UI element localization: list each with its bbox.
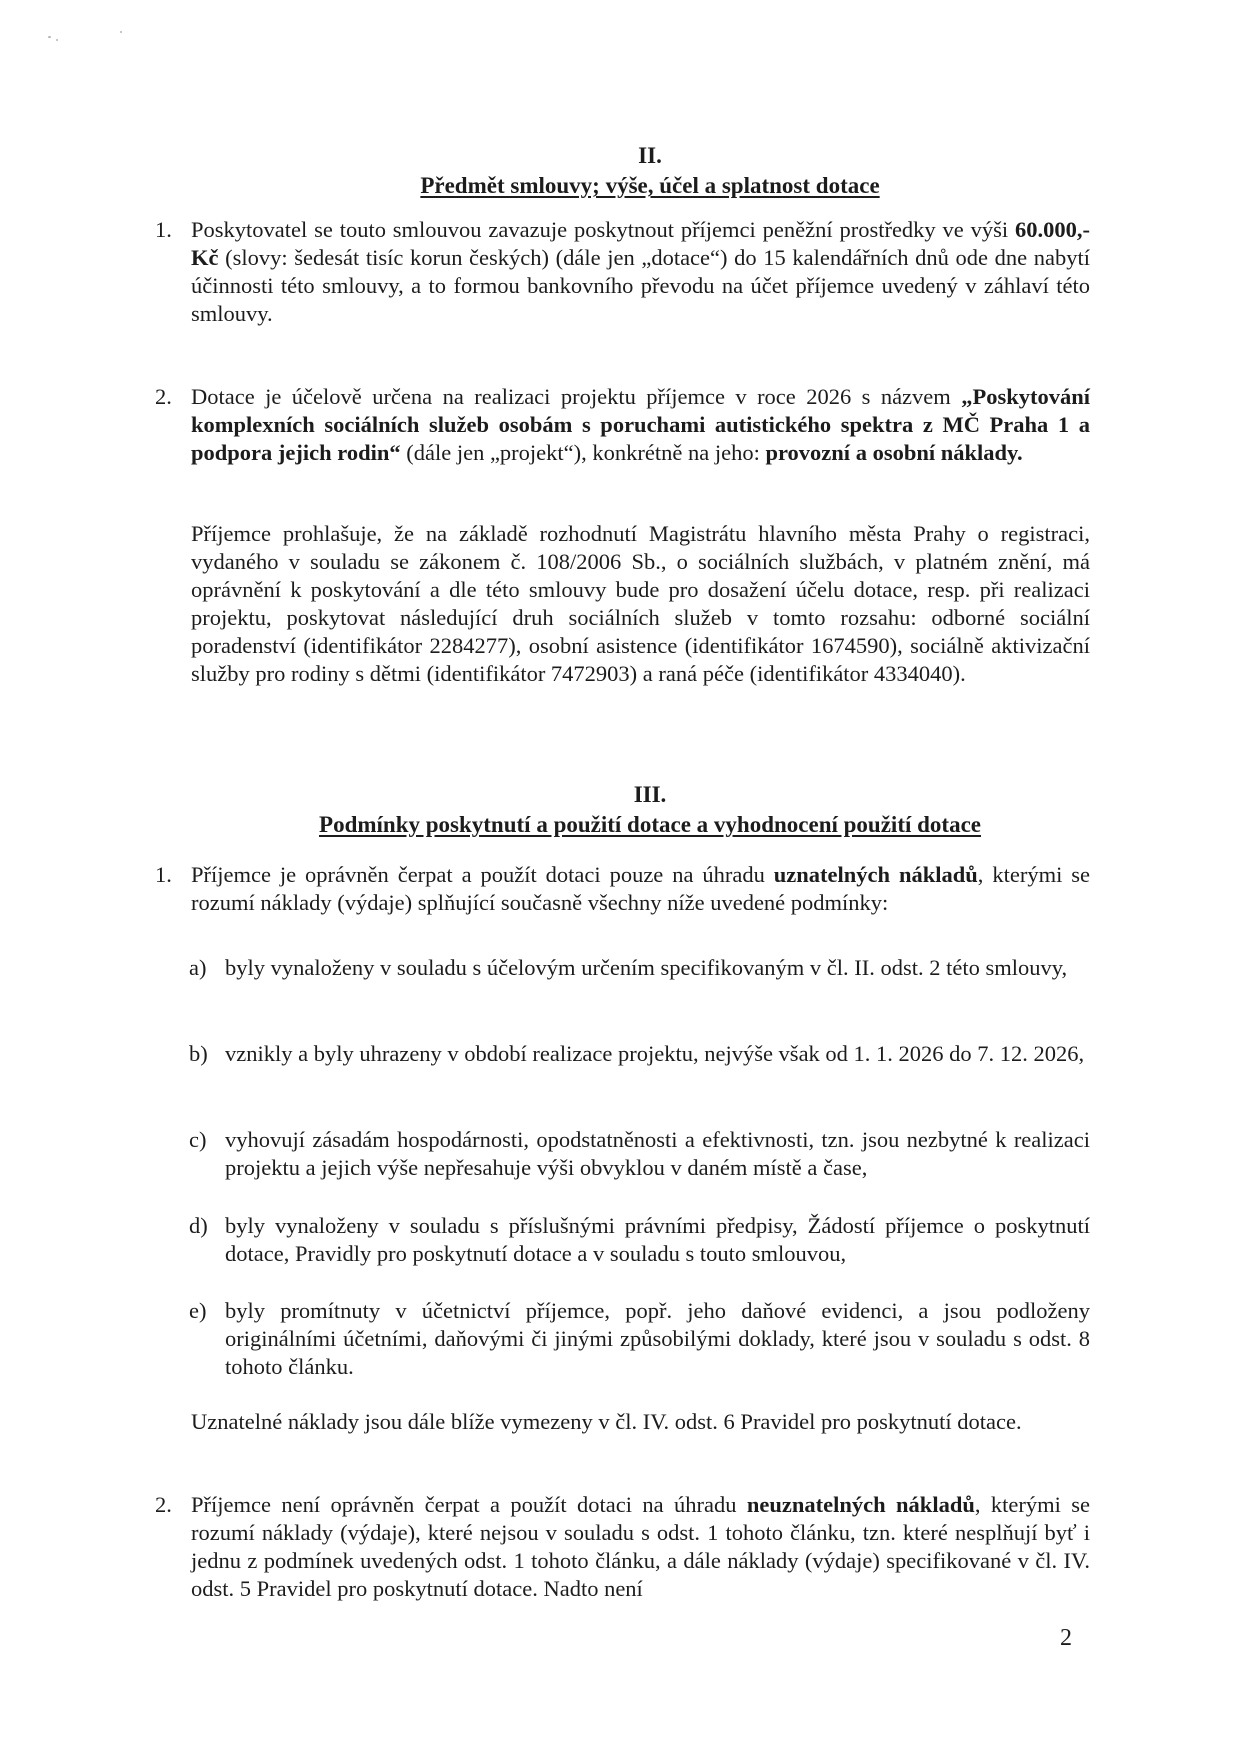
condition-text: vyhovují zásadám hospodárnosti, opodstatněnosti a efektivnosti, tzn. jsou nezbytné k realizaci projektu a jejich výše nepřesahuje výši obvyklou v daném místě a čase, xyxy=(225,1127,1090,1180)
condition-marker: c) xyxy=(189,1127,207,1152)
condition-c xyxy=(189,1126,1090,1186)
registration-declaration: Příjemce prohlašuje, že na základě rozhodnutí Magistrátu hlavního města Prahy o registraci, vydaného v souladu se zákonem č. 108/2006 Sb., o sociálních službách, v platném znění, má oprávnění k poskytování a dle této smlouvy bude pro dosažení účelu dotace, resp. při realizaci projektu, poskytovat následující druh sociálních služeb v tomto rozsahu: odborné sociální poradenství (identifikátor 2284277), osobní asistence (identifikátor 1674590), sociálně aktivizační služby pro rodiny s dětmi (identifikátor 7472903) a raná péče (identifikátor 4334040). xyxy=(191,521,1090,686)
item-marker: 1. xyxy=(155,217,172,242)
scan-speck xyxy=(120,31,122,33)
item-text-part: Poskytovatel se touto smlouvou zavazuje poskytnout příjemci peněžní prostředky ve výši xyxy=(191,217,1015,242)
item-text xyxy=(191,216,1090,328)
condition-b xyxy=(189,1040,1090,1100)
condition-marker: b) xyxy=(189,1041,208,1066)
item-text xyxy=(191,383,1090,467)
condition-e xyxy=(189,1297,1090,1387)
section-3-item-1 xyxy=(155,861,1090,921)
condition-text: byly vynaloženy v souladu s účelovým určením specifikovaným v čl. II. odst. 2 této smlouvy, xyxy=(225,955,1068,980)
item-marker: 2. xyxy=(155,384,172,409)
item-text-part: (slovy: šedesát tisíc korun českých) (dále jen „dotace“) do 15 kalendářních dnů ode dne nabytí účinnosti této smlouvy, a to formou bankovního převodu na účet příjemce uvedený v záhlaví této smlouvy. xyxy=(191,245,1090,326)
item-text-part: , kterými se rozumí náklady (výdaje), které nejsou v souladu s odst. 1 tohoto článku, tzn. které nesplňují byť i jednu z podmínek uvedených odst. 1 tohoto článku, a dále náklady (výdaje) specifikované v čl. IV. odst. 5 Pravidel pro poskytnutí dotace. Nadto není xyxy=(191,1492,1091,1601)
project-purpose: provozní a osobní náklady. xyxy=(765,440,1023,465)
condition-marker: d) xyxy=(189,1213,208,1238)
section-2-number: II. xyxy=(638,143,662,168)
condition-d xyxy=(189,1212,1090,1272)
section-3-number: III. xyxy=(633,782,667,807)
section-2-item-1 xyxy=(155,216,1090,336)
condition-marker: e) xyxy=(189,1298,207,1323)
condition-text: byly promítnuty v účetnictví příjemce, popř. jeho daňové evidenci, a jsou podloženy originálními účetními, daňovými či jinými způsobilými doklady, které jsou v souladu s odst. 8 tohoto článku. xyxy=(225,1298,1090,1379)
section-3-title: Podmínky poskytnutí a použití dotace a vyhodnocení použití dotace xyxy=(319,812,981,837)
eligible-costs-note: Uznatelné náklady jsou dále blíže vymezeny v čl. IV. odst. 6 Pravidel pro poskytnutí dotace. xyxy=(191,1409,1022,1434)
item-text-part: Příjemce je oprávněn čerpat a použít dotaci pouze na úhradu xyxy=(191,862,774,887)
item-text xyxy=(191,1491,1090,1603)
grant-amount: 60.000,- Kč xyxy=(191,217,1090,270)
section-2-title: Předmět smlouvy; výše, účel a splatnost dotace xyxy=(420,173,880,198)
section-2-item-2 xyxy=(155,383,1090,503)
section-2-heading xyxy=(300,141,1000,201)
item-text-part: , kterými se rozumí náklady (výdaje) splňující současně všechny níže uvedené podmínky: xyxy=(191,862,1091,915)
scan-speck xyxy=(56,39,58,41)
scan-speck xyxy=(48,36,51,38)
section-3-heading xyxy=(220,780,1080,840)
item-text-part: Dotace je účelově určena na realizaci projektu příjemce v roce 2026 s názvem xyxy=(191,384,962,409)
condition-a xyxy=(189,954,1090,1014)
item-text xyxy=(191,861,1090,917)
section-3-item-2 xyxy=(155,1491,1090,1611)
page-number: 2 xyxy=(1060,1625,1072,1651)
condition-marker: a) xyxy=(189,955,207,980)
condition-text: vznikly a byly uhrazeny v období realizace projektu, nejvýše však od 1. 1. 2026 do 7. 12. 2026, xyxy=(225,1041,1085,1066)
item-marker: 1. xyxy=(155,862,172,887)
eligible-costs-term: uznatelných nákladů xyxy=(773,862,978,887)
project-name: „Poskytování komplexních sociálních služeb osobám s poruchami autistického spektra z MČ Praha 1 a podpora jejich rodin“ xyxy=(191,384,1090,465)
item-marker: 2. xyxy=(155,1492,172,1517)
item-text-part: Příjemce není oprávněn čerpat a použít dotaci na úhradu xyxy=(191,1492,747,1517)
item-text-part: (dále jen „projekt“), konkrétně na jeho: xyxy=(400,440,766,465)
condition-text: byly vynaloženy v souladu s příslušnými právními předpisy, Žádostí příjemce o poskytnutí dotace, Pravidly pro poskytnutí dotace a v souladu s touto smlouvou, xyxy=(225,1213,1090,1266)
ineligible-costs-term: neuznatelných nákladů xyxy=(746,1492,975,1517)
